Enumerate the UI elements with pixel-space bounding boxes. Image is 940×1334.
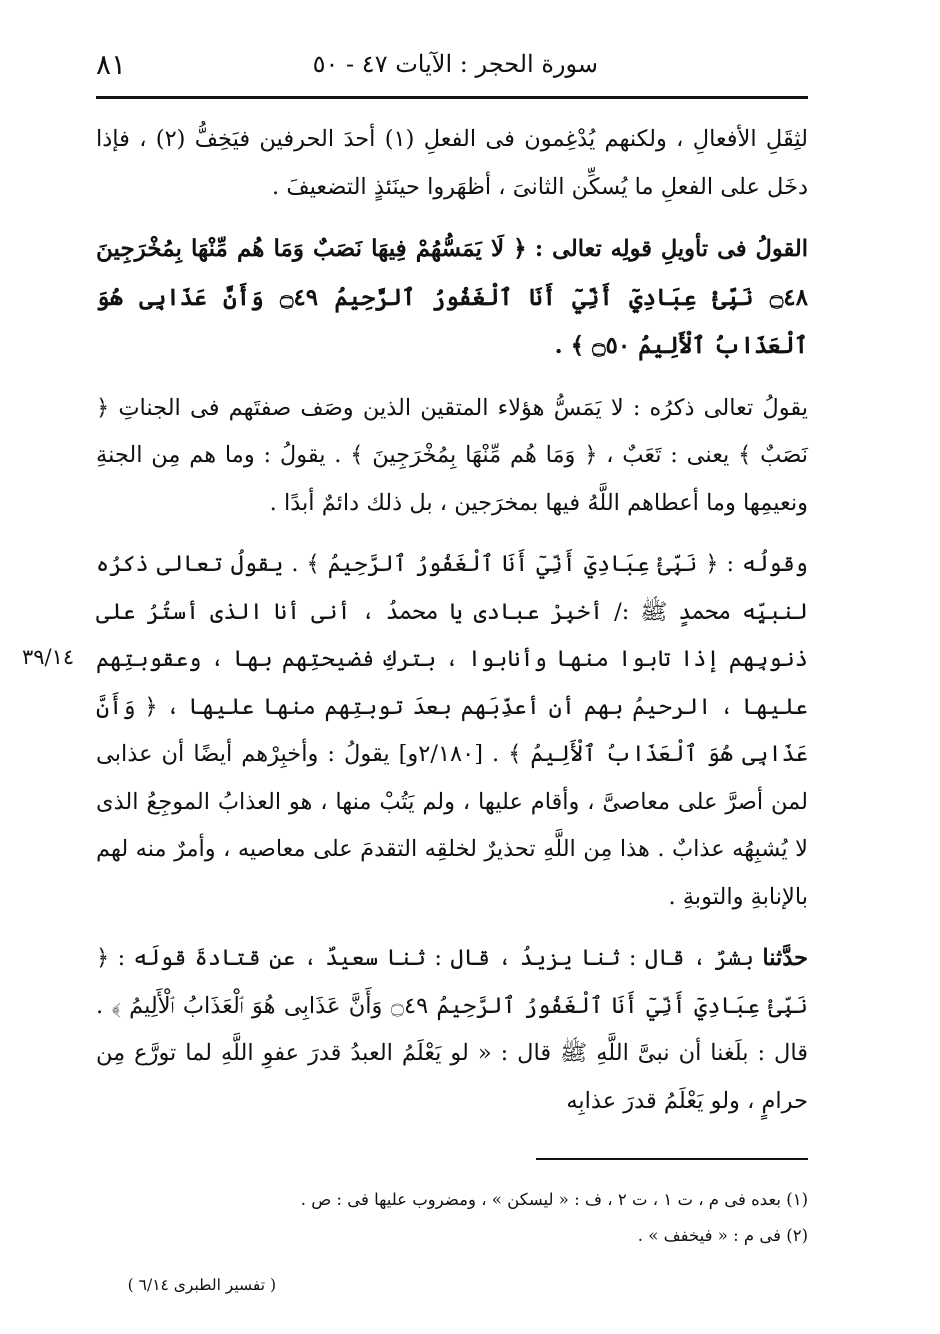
hadith-lead: حدَّثنا [762, 945, 808, 971]
footnote-2: (٢) فى م : « فيخفف » . [637, 1226, 808, 1245]
heading-paragraph [96, 225, 808, 371]
page-number: ٨١ [96, 48, 127, 81]
header-rule [96, 96, 808, 99]
hadith-text: بشرٌ ، قال : ثنا يزيدُ ، قال : ثنا سعيدٌ ، عن قتادةَ قولَه : ﴿ نَبِّئْ عِبَادِيٓ أَنِّيٓ أَنَا ٱلْغَفُورُ ٱلرَّحِيمُ ۝٤٩ وَأَنَّ عَذَابِى هُوَ ٱلْعَذَابُ ٱلْأَلِيمُ ﴾ . قال : بلَغنا أن نبىَّ اللَّهِ ﷺ قال : « لو يَعْلَمُ العبدُ قدرَ عفوِ اللَّهِ لما تورَّع مِن حرامٍ ، ولو يَعْلَمُ قدرَ عذابِه [96, 945, 808, 1114]
footnote-rule [536, 1158, 808, 1160]
footnotes [96, 1182, 808, 1254]
source-note: ( تفسير الطبرى ٦/١٤ ) [127, 1276, 276, 1294]
margin-reference: ٣٩/١٤ [22, 645, 75, 669]
paragraph-4 [96, 935, 808, 1125]
paragraph-3: وقولُه : ﴿ نَبِّئْ عِبَادِيٓ أَنِّيٓ أَنَا ٱلْغَفُورُ ٱلرَّحِيمُ ﴾ . يقولُ تعالى ذكرُه لنبيِّه محمدٍ ﷺ :/ أخبِرْ عبادى يا محمدُ ، أنى أنا الذى أستُرُ على ذنوبِهم إذا تابوا منها وأنابوا ، بتركِ فضيحتِهم بها ، وعقوبتِهم عليها ، الرحيمُ بهم أن أعذِّبَهم بعدَ توبتِهم منها عليها ، ﴿ وَأَنَّ عَذَابِى هُوَ ٱلْعَذَابُ ٱلْأَلِيمُ ﴾ . [٢/١٨٠و] يقولُ : وأخبِرْهم أيضًا أن عذابى لمن أصرَّ على معاصىَّ ، وأقام عليها ، ولم يَتُبْ منها ، هو العذابُ الموجِعُ الذى لا يُشبِهُه عذابٌ . هذا مِن اللَّهِ تحذيرٌ لخلقِه التقدمَ على معاصيه ، وأمرٌ منه لهم بالإنابةِ والتوبةِ . [96, 551, 809, 910]
running-title: سورة الحجر : الآيات ٤٧ - ٥٠ [312, 50, 598, 78]
page-header [96, 48, 808, 88]
body-text [96, 116, 808, 1139]
section-heading: القولُ فى تأويلِ قولِه تعالى : [534, 236, 808, 262]
paragraph-1: لثِقَلِ الأفعالِ ، ولكنهم يُدْغِمون فى الفعلِ (١) أحدَ الحرفين فيَخِفُّ (٢) ، فإذا دخَل على الفعلِ ما يُسكِّن الثانىَ ، أظهَروا حينَئذٍ التضعيفَ . [96, 126, 808, 200]
quran-verses: ﴿ لَا يَمَسُّهُمْ فِيهَا نَصَبٌ وَمَا هُم مِّنْهَا بِمُخْرَجِينَ ۝٤٨ نَبِّئْ عِبَادِيٓ أَنِّيٓ أَنَا ٱلْغَفُورُ ٱلرَّحِيمُ ۝٤٩ وَأَنَّ عَذَابِى هُوَ ٱلْعَذَابُ ٱلْأَلِيمُ ۝٥٠ ﴾ . [96, 235, 808, 359]
paragraph-2: يقولُ تعالى ذكرُه : لا يَمَسُّ هؤلاء المتقين الذين وصَف صفتَهم فى الجناتِ ﴿ نَصَبٌ ﴾ يعنى : تَعَبٌ ، ﴿ وَمَا هُم مِّنْهَا بِمُخْرَجِينَ ﴾ . يقولُ : وما هم مِن الجنةِ ونعيمِها وما أعطاهم اللَّهُ فيها بمخرَجين ، بل ذلك دائمٌ أبدًا . [96, 394, 808, 516]
footnote-1: (١) بعده فى م ، ت ١ ، ت ٢ ، ف : « ليسكن » ، ومضروب عليها فى : ص . [300, 1190, 808, 1209]
